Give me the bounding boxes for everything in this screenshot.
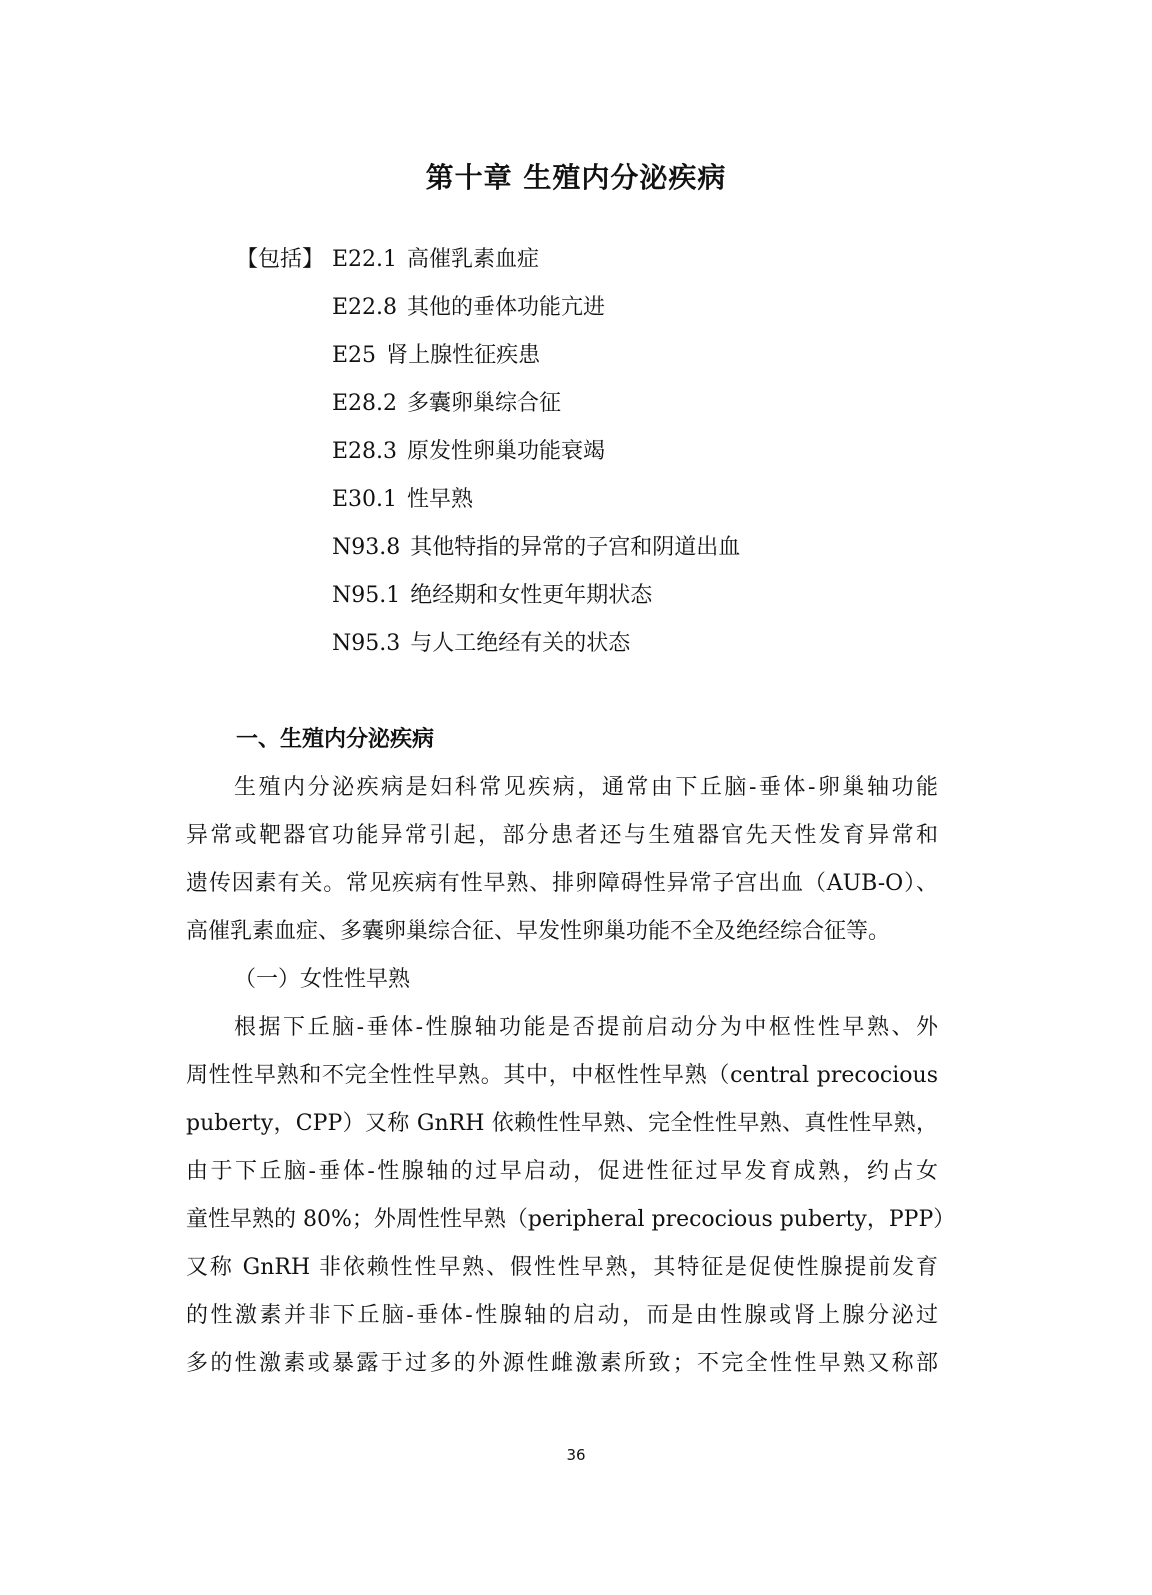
- paragraph-line: 生殖内分泌疾病是妇科常见疾病，通常由下丘脑-垂体-卵巢轴功能: [234, 775, 938, 800]
- icd-code: E28.3: [332, 439, 398, 464]
- includes-list: [236, 240, 936, 672]
- paragraph-line: puberty，CPP）又称 GnRH 依赖性性早熟、完全性性早熟、真性性早熟，: [186, 1111, 938, 1136]
- disease-name: 高催乳素血症: [407, 247, 540, 272]
- icd-code: E30.1: [332, 487, 398, 512]
- paragraph-line: 多的性激素或暴露于过多的外源性雌激素所致；不完全性性早熟又称部: [186, 1351, 938, 1376]
- paragraph-line: 周性性早熟和不完全性性早熟。其中，中枢性性早熟（central precocious: [186, 1063, 938, 1088]
- disease-name: 性早熟: [407, 487, 474, 512]
- disease-name: 与人工绝经有关的状态: [410, 631, 631, 656]
- includes-row: [236, 432, 936, 480]
- disease-name: 绝经期和女性更年期状态: [410, 583, 653, 608]
- disease-name: 肾上腺性征疾患: [386, 343, 541, 368]
- icd-code: E25: [332, 343, 377, 368]
- disease-name: 原发性卵巢功能衰竭: [407, 439, 606, 464]
- disease-name: 其他的垂体功能亢进: [407, 295, 606, 320]
- includes-row: [236, 576, 936, 624]
- paragraph-line: 遗传因素有关。常见疾病有性早熟、排卵障碍性异常子宫出血（AUB-O）、: [186, 871, 938, 896]
- includes-label: 【包括】: [236, 247, 325, 272]
- icd-code: E22.1: [332, 247, 398, 272]
- subsection-heading: （一）女性性早熟: [234, 967, 411, 992]
- icd-code: N93.8: [332, 535, 401, 560]
- body-text: [0, 768, 1152, 1392]
- includes-row: [236, 384, 936, 432]
- includes-row: [236, 480, 936, 528]
- icd-code: E22.8: [332, 295, 398, 320]
- includes-row: [236, 528, 936, 576]
- section-heading: 一、生殖内分泌疾病: [236, 727, 435, 752]
- chapter-title: 第十章 生殖内分泌疾病: [425, 161, 727, 194]
- icd-code: N95.3: [332, 631, 401, 656]
- includes-row: [236, 336, 936, 384]
- includes-row: [236, 288, 936, 336]
- paragraph-line: 异常或靶器官功能异常引起，部分患者还与生殖器官先天性发育异常和: [186, 823, 938, 848]
- paragraph-line: 又称 GnRH 非依赖性性早熟、假性性早熟，其特征是促使性腺提前发育: [186, 1255, 938, 1280]
- includes-row: [236, 624, 936, 672]
- disease-name: 其他特指的异常的子宫和阴道出血: [410, 535, 741, 560]
- paragraph-line: 童性早熟的 80%；外周性性早熟（peripheral precocious puberty，PPP）: [186, 1207, 956, 1232]
- paragraph-line: 高催乳素血症、多囊卵巢综合征、早发性卵巢功能不全及绝经综合征等。: [186, 919, 891, 944]
- paragraph-line: 的性激素并非下丘脑-垂体-性腺轴的启动，而是由性腺或肾上腺分泌过: [186, 1303, 938, 1328]
- page-number: 36: [566, 1446, 586, 1464]
- paragraph-line: 由于下丘脑-垂体-性腺轴的过早启动，促进性征过早发育成熟，约占女: [186, 1159, 938, 1184]
- icd-code: E28.2: [332, 391, 398, 416]
- includes-row: [236, 240, 936, 288]
- paragraph-line: 根据下丘脑-垂体-性腺轴功能是否提前启动分为中枢性性早熟、外: [234, 1015, 938, 1040]
- icd-code: N95.1: [332, 583, 401, 608]
- disease-name: 多囊卵巢综合征: [407, 391, 562, 416]
